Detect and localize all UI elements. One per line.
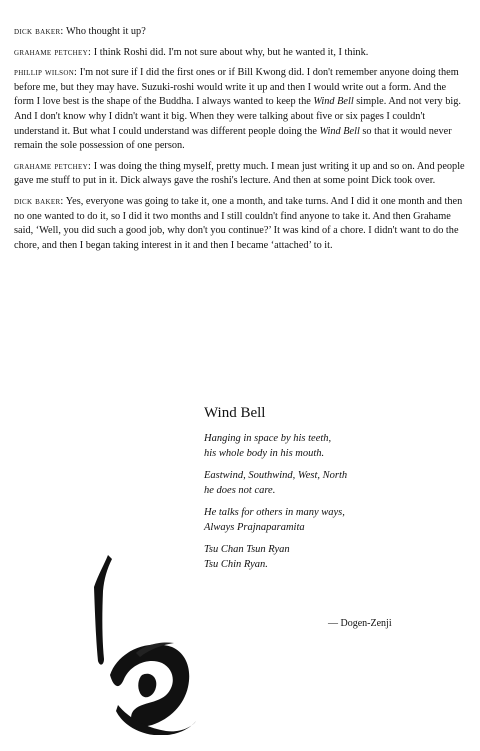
speaker-text: I was doing the thing myself, pretty much. I mean just writing it up and so on. And people gave me stuff to put in it. Dick always gave the roshi's lecture. And then at some point Dick took over.	[14, 160, 465, 187]
poem-stanza	[204, 432, 454, 461]
poem-stanza	[204, 506, 454, 535]
interview-transcript	[14, 25, 466, 259]
speaker-text: I'm not sure if I did the first ones or if Bill Kwong did. I don't remember anyone doing them before me, but they may have. Suzuki-roshi would write it up and then I would write out a form. And the form I love best is the shape of the Buddha. I always wanted to keep the	[14, 67, 459, 108]
poem-stanza	[204, 543, 454, 572]
publication-title: Wind Bell	[319, 125, 360, 137]
poem-line: Tsu Chan Tsun Ryan	[204, 544, 290, 555]
poem-line: He talks for others in many ways,	[204, 507, 345, 518]
brush-stroke-clapper	[138, 674, 156, 698]
transcript-paragraph	[14, 160, 466, 189]
speaker-text: Who thought it up?	[65, 26, 146, 37]
poem-line: Hanging in space by his teeth,	[204, 433, 332, 444]
speaker-text: Yes, everyone was going to take it, one a month, and take turns. And I did it one month and then no one wanted to do it, so I did it two months and I still couldn't find anyone to take it. And then Grahame said, ‘Well, you did such a good job, why don't you continue?’ It was kind of a chore. I didn't want to do the chore, and then I began taking interest in it and then I became ‘attached’ to it.	[14, 195, 463, 251]
poem-line: his whole body in his mouth.	[204, 447, 325, 459]
transcript-paragraph	[14, 46, 466, 61]
poem-attribution: — Dogen-Zenji	[328, 618, 392, 629]
wind-bell-brush-drawing	[88, 555, 198, 735]
speaker-text: simple. And not very big. And I don't know why I didn't want it big. When they were talking about five or six pages I couldn't understand it. But what I could understand was different people doing the	[14, 96, 461, 137]
speaker-name: dick baker:	[14, 26, 64, 37]
poem-line: Eastwind, Southwind, West, North	[204, 470, 348, 481]
poem-line: Tsu Chin Ryan.	[204, 558, 268, 570]
poem-stanza	[204, 469, 454, 498]
speaker-name: grahame petchey:	[14, 46, 92, 58]
speaker-name: phillip wilson:	[14, 67, 78, 79]
transcript-paragraph	[14, 195, 466, 253]
transcript-paragraph	[14, 66, 466, 154]
speaker-text: so that it would never remain the sole possession of one person.	[14, 125, 452, 152]
brush-stroke-string	[94, 555, 112, 665]
speaker-text: I think Roshi did. I'm not sure about why, but he wanted it, I think.	[93, 46, 369, 58]
poem-line: he does not care.	[204, 484, 276, 496]
publication-title: Wind Bell	[313, 96, 354, 108]
speaker-name: grahame petchey:	[14, 160, 92, 172]
poem-line: Always Prajnaparamita	[204, 521, 305, 533]
speaker-name: dick baker:	[14, 195, 64, 207]
poem	[204, 405, 454, 580]
poem-title: Wind Bell	[204, 405, 266, 421]
transcript-paragraph	[14, 25, 466, 40]
